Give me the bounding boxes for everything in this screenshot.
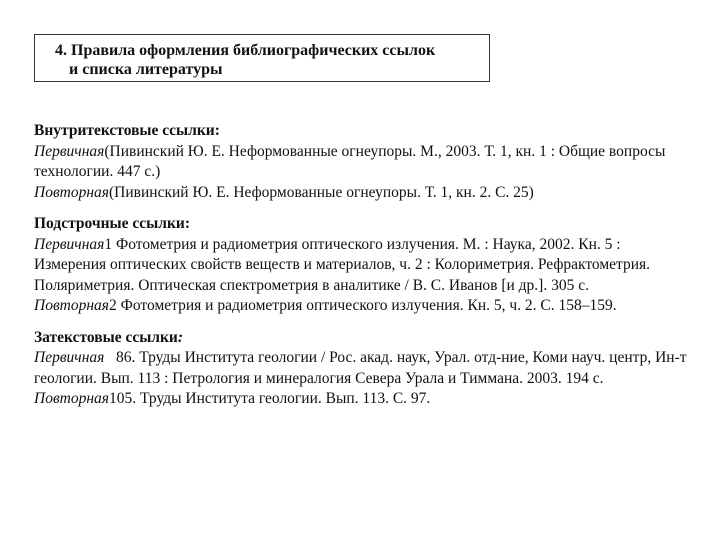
section-heading-text: Внутритекстовые ссылки — [34, 122, 215, 139]
reference-entry-primary — [34, 142, 694, 183]
slide-title-box — [34, 34, 490, 82]
entry-text: (Пивинский Ю. Е. Неформованные огнеупоры. Т. 1, кн. 2. С. 25) — [109, 183, 534, 201]
section-heading — [34, 121, 694, 142]
entry-type-label: Первичная — [34, 349, 105, 366]
slide-title-line-2: и списка литературы — [69, 61, 223, 78]
slide-content — [34, 121, 694, 410]
reference-entry-primary — [34, 235, 694, 297]
entry-type-label: Первичная — [34, 235, 105, 253]
entry-text: 86. Труды Института геологии / Рос. акад. наук, Урал. отд-ние, Коми науч. центр, Ин-т геологии. Вып. 113 : Петрология и минералогия Севера Урала и Тиммана. 2003. 194 с. — [34, 349, 691, 387]
entry-type-label: Повторная — [34, 390, 110, 407]
entry-text: 2 Фотометрия и радиометрия оптического излучения. Кн. 5, ч. 2. С. 158–159. — [109, 297, 617, 314]
section-heading-text: Затекстовые ссылки — [34, 328, 178, 346]
section-heading — [34, 328, 694, 349]
section-heading-text: Подстрочные ссылки — [34, 215, 185, 232]
section-heading — [34, 214, 694, 235]
reference-entry-primary — [34, 348, 694, 389]
section-end-text-references — [34, 328, 694, 410]
reference-entry-repeat — [34, 296, 694, 317]
entry-type-label: Первичная — [34, 142, 105, 160]
entry-type-label: Повторная — [34, 297, 110, 314]
entry-type-label: Повторная — [34, 183, 110, 201]
entry-text: 105. Труды Института геологии. Вып. 113. С. 97. — [109, 390, 431, 407]
section-heading-colon: : — [184, 215, 190, 232]
section-in-text-references — [34, 121, 694, 203]
slide-title-line-1: 4. Правила оформления библиографических ссылок — [55, 42, 436, 59]
section-heading-colon: : — [177, 328, 184, 346]
entry-text: (Пивинский Ю. Е. Неформованные огнеупоры. М., 2003. Т. 1, кн. 1 : Общие вопросы технологии. 447 с.) — [34, 142, 666, 180]
section-heading-colon: : — [214, 122, 220, 139]
entry-text: 1 Фотометрия и радиометрия оптического излучения. М. : Наука, 2002. Кн. 5 : Измерения оптических свойств веществ и материалов, ч. 2 : Колориметрия. Рефрактометрия. Поляриметрия. Оптическая спектрометрия в аналитике / В. С. Иванов [и др.]. 305 с. — [34, 235, 651, 294]
reference-entry-repeat — [34, 183, 694, 204]
section-footnote-references — [34, 214, 694, 317]
reference-entry-repeat — [34, 389, 694, 410]
